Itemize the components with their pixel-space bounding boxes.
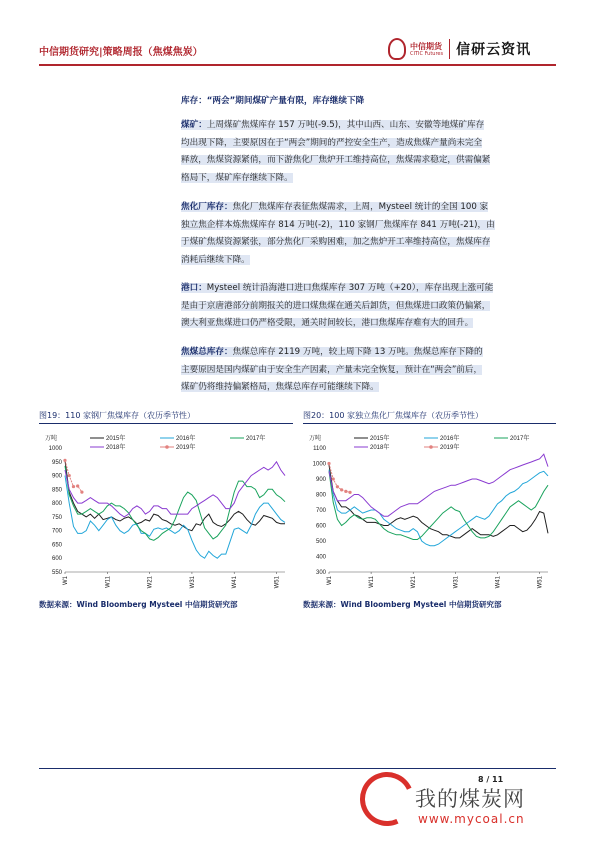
para-line: 格局下，煤矿库存继续下降。 — [181, 172, 293, 183]
para-line: 焦煤总库存 2119 万吨，较上周下降 13 万吨。焦煤总库存下降的 — [232, 347, 483, 357]
legend-label: 2016年 — [440, 436, 460, 442]
chart-title-rule — [303, 423, 556, 424]
chart-title-19: 图19：110 家钢厂焦煤库存（农历季节性） — [39, 411, 195, 420]
y-tick-label: 500 — [315, 539, 326, 545]
legend-marker — [429, 445, 433, 449]
para-label: 港口： — [181, 283, 207, 293]
legend-marker — [165, 445, 169, 449]
data-point — [336, 485, 339, 488]
legend-label: 2017年 — [246, 436, 266, 442]
para-label: 焦化厂库存： — [181, 202, 233, 212]
series-line — [329, 471, 548, 539]
legend-label: 2019年 — [440, 445, 460, 451]
series-line — [65, 462, 285, 517]
y-tick-label: 700 — [51, 528, 62, 535]
y-tick-label: 650 — [51, 542, 62, 549]
y-tick-label: 600 — [51, 556, 62, 563]
paragraph-port — [181, 280, 556, 333]
y-tick-label: 1100 — [313, 446, 326, 452]
data-point — [72, 485, 75, 488]
y-tick-label: 550 — [51, 570, 62, 576]
para-label: 煤矿： — [181, 120, 207, 130]
para-line: 上周煤矿焦煤库存 157 万吨(-9.5)，其中山西、山东、安徽等地煤矿库存 — [206, 120, 485, 130]
x-tick-label: W11 — [369, 576, 376, 588]
x-tick-label: W41 — [495, 576, 502, 589]
y-unit-label: 万吨 — [309, 436, 322, 442]
series-line — [329, 454, 548, 516]
legend-label: 2018年 — [370, 445, 390, 451]
footer-rule — [39, 768, 556, 769]
y-tick-label: 300 — [315, 570, 326, 576]
para-line: 释放，焦煤资源紧俏，而下游焦化厂焦炉开工维持高位，焦煤需求稳定，供需偏紧 — [181, 155, 491, 165]
x-tick-label: W51 — [537, 576, 544, 589]
report-header-title: 中信期货研究|策略周报（焦煤焦炭） — [39, 47, 203, 58]
chart-coking-plant-inventory — [303, 426, 556, 598]
watermark-logo-icon — [352, 764, 421, 833]
legend-label: 2017年 — [510, 436, 530, 442]
chart-title-rule — [39, 423, 293, 424]
data-point — [327, 462, 330, 465]
y-tick-label: 850 — [51, 487, 62, 494]
y-tick-label: 900 — [315, 477, 326, 483]
source-note-20: 数据来源：Wind Bloomberg Mysteel 中信期货研究部 — [303, 600, 502, 609]
para-line: 消耗后继续下降。 — [181, 254, 250, 265]
series-line — [329, 465, 548, 538]
chart-title-20: 图20：100 家独立焦化厂焦煤库存（农历季节性） — [303, 411, 483, 420]
legend-label: 2016年 — [176, 436, 196, 442]
chart-steel-mill-inventory — [39, 426, 293, 598]
para-line: 均出现下降，主要原因在于“两会”期间的严控安全生产，造成焦煤产量尚未完全 — [181, 137, 483, 148]
legend-label: 2015年 — [370, 436, 390, 442]
series-line — [65, 476, 285, 559]
paragraph-coal-mine — [181, 117, 556, 187]
x-tick-label: W1 — [63, 576, 69, 585]
y-unit-label: 万吨 — [45, 436, 58, 442]
data-point — [76, 484, 79, 487]
series-line — [329, 470, 548, 546]
para-line: 是由于京唐港部分前期报关的进口煤焦煤在通关后卸货，但焦煤进口政策仍偏紧， — [181, 300, 491, 311]
legend-label: 2019年 — [176, 445, 196, 451]
data-point — [344, 490, 347, 493]
paragraph-total-inventory — [181, 344, 556, 397]
data-point — [340, 488, 343, 491]
para-line: 独立焦企样本炼焦煤库存 814 万吨(-2)，110 家钢厂焦煤库存 841 万吨(-21)，由 — [181, 219, 495, 230]
y-tick-label: 750 — [51, 514, 62, 521]
watermark-text: 我的煤炭网 — [415, 787, 525, 811]
brand-name: 信研云资讯 — [456, 42, 532, 58]
y-tick-label: 900 — [51, 473, 62, 480]
y-tick-label: 800 — [315, 492, 326, 499]
header-rule — [39, 64, 556, 66]
paragraph-coking-plant — [181, 199, 556, 269]
source-note-19: 数据来源：Wind Bloomberg Mysteel 中信期货研究部 — [39, 600, 238, 609]
para-line: 于煤矿焦煤资源紧张，部分焦化厂采购困难，加之焦炉开工率维持高位，焦煤库存 — [181, 237, 491, 247]
data-point — [63, 459, 66, 462]
data-point — [68, 474, 71, 477]
x-tick-label: W1 — [327, 576, 333, 585]
page-number: 8 / 11 — [478, 775, 504, 784]
data-point — [80, 490, 83, 493]
y-tick-label: 1000 — [48, 446, 62, 452]
y-tick-label: 800 — [51, 501, 62, 508]
x-tick-label: W51 — [274, 576, 281, 589]
logo-cn: 中信期货 — [410, 41, 442, 51]
citic-logo — [388, 36, 531, 62]
x-tick-label: W21 — [147, 576, 154, 589]
para-line: 焦化厂焦煤库存表征焦煤需求，上周，Mysteel 统计的全国 100 家 — [232, 202, 489, 212]
y-tick-label: 950 — [51, 459, 62, 466]
para-line: Mysteel 统计沿海港口进口焦煤库存 307 万吨（+20），库存出现上涨可能 — [206, 283, 494, 293]
y-tick-label: 700 — [315, 508, 326, 514]
x-tick-label: W31 — [453, 576, 460, 589]
para-line: 主要原因是国内煤矿由于安全生产因素，产量未完全恢复，预计在“两会”前后， — [181, 364, 483, 375]
data-point — [332, 477, 335, 480]
x-tick-label: W41 — [232, 576, 239, 589]
x-tick-label: W31 — [189, 576, 196, 589]
section-heading: 库存：“两会”期间煤矿产量有限，库存继续下降 — [181, 96, 365, 106]
logo-divider — [449, 39, 450, 59]
y-tick-label: 1000 — [312, 461, 326, 468]
watermark-url: www.mycoal.cn — [418, 812, 525, 826]
citic-mark-icon — [388, 38, 406, 60]
legend-label: 2015年 — [106, 436, 126, 442]
para-label: 焦煤总库存： — [181, 347, 233, 357]
x-tick-label: W21 — [411, 576, 418, 589]
y-tick-label: 600 — [315, 523, 326, 530]
para-line: 煤矿仍将维持偏紧格局，焦煤总库存可能继续下降。 — [181, 382, 379, 392]
x-tick-label: W11 — [105, 576, 112, 588]
legend-label: 2018年 — [106, 445, 126, 451]
para-line: 澳大利亚焦煤进口仍严格受限，通关时间较长，港口焦煤库存难有大的回升。 — [181, 318, 474, 328]
logo-en: CITIC Futures — [410, 50, 444, 57]
y-tick-label: 400 — [315, 554, 326, 561]
data-point — [348, 491, 351, 494]
